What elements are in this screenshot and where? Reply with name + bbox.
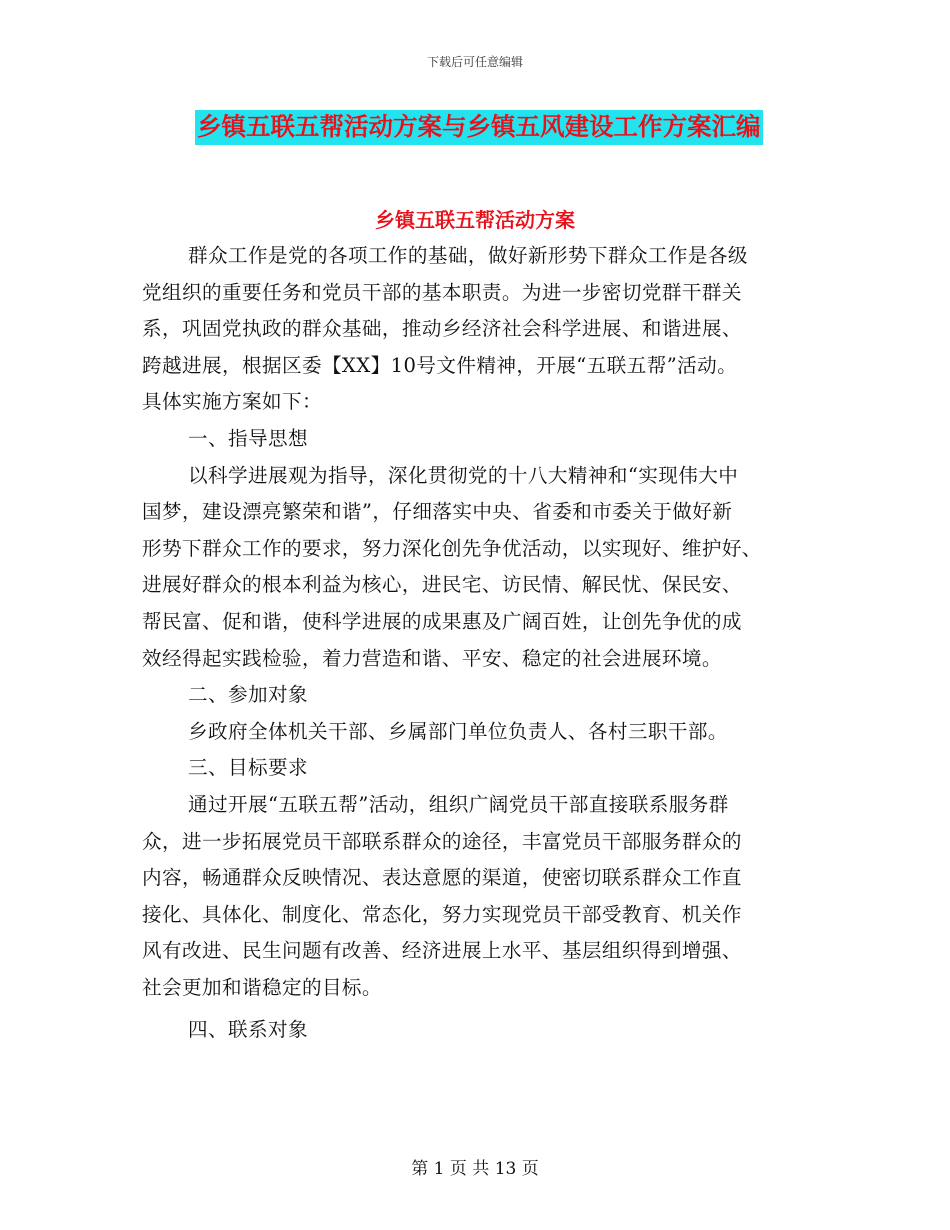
text-line: 帮民富、促和谐，使科学进展的成果惠及广阔百姓，让创先争优的成	[142, 609, 742, 633]
text-line: 一、指导思想	[188, 426, 308, 450]
document-body	[142, 218, 812, 1049]
text-line: 风有改进、民生问题有改善、经济进展上水平、基层组织得到增强、	[142, 939, 742, 963]
text-line: 乡政府全体机关干部、乡属部门单位负责人、各村三职干部。	[188, 719, 728, 743]
text-line: 通过开展“五联五帮”活动，组织广阔党员干部直接联系服务群	[188, 792, 729, 816]
text-line: 二、参加对象	[188, 683, 308, 707]
text-line: 国梦，建设漂亮繁荣和谐”，仔细落实中央、省委和市委关于做好新	[142, 500, 733, 524]
section-title: 乡镇五联五帮活动方案	[375, 208, 575, 232]
page-footer: 第 1 页 共 13 页	[411, 1159, 539, 1179]
text-line: 进展好群众的根本利益为核心，进民宅、访民情、解民忧、保民安、	[142, 573, 742, 597]
text-line: 效经得起实践检验，着力营造和谐、平安、稳定的社会进展环境。	[142, 646, 722, 670]
text-line: 跨越进展，根据区委【XX】10号文件精神，开展“五联五帮”活动。	[142, 353, 738, 377]
text-line: 三、目标要求	[188, 756, 308, 780]
text-line: 具体实施方案如下：	[142, 390, 322, 414]
text-line: 众，进一步拓展党员干部联系群众的途径，丰富党员干部服务群众的	[142, 829, 742, 853]
body-top-spacer	[142, 218, 812, 238]
text-line: 系，巩固党执政的群众基础，推动乡经济社会科学进展、和谐进展、	[142, 317, 742, 341]
text-line: 接化、具体化、制度化、常态化，努力实现党员干部受教育、机关作	[142, 902, 742, 926]
text-line: 群众工作是党的各项工作的基础，做好新形势下群众工作是各级	[188, 244, 748, 267]
header-note: 下载后可任意编辑	[426, 55, 523, 69]
text-line: 形势下群众工作的要求，努力深化创先争优活动，以实现好、维护好、	[142, 536, 762, 560]
text-line: 四、联系对象	[188, 1018, 308, 1042]
text-line: 以科学进展观为指导，深化贯彻党的十八大精神和“实现伟大中	[188, 463, 739, 487]
text-line: 党组织的重要任务和党员干部的基本职责。为进一步密切党群干群关	[142, 280, 742, 304]
document-title: 乡镇五联五帮活动方案与乡镇五风建设工作方案汇编	[195, 110, 763, 145]
text-line: 社会更加和谐稳定的目标。	[142, 975, 382, 999]
text-line: 内容，畅通群众反映情况、表达意愿的渠道，使密切联系群众工作直	[142, 866, 742, 890]
